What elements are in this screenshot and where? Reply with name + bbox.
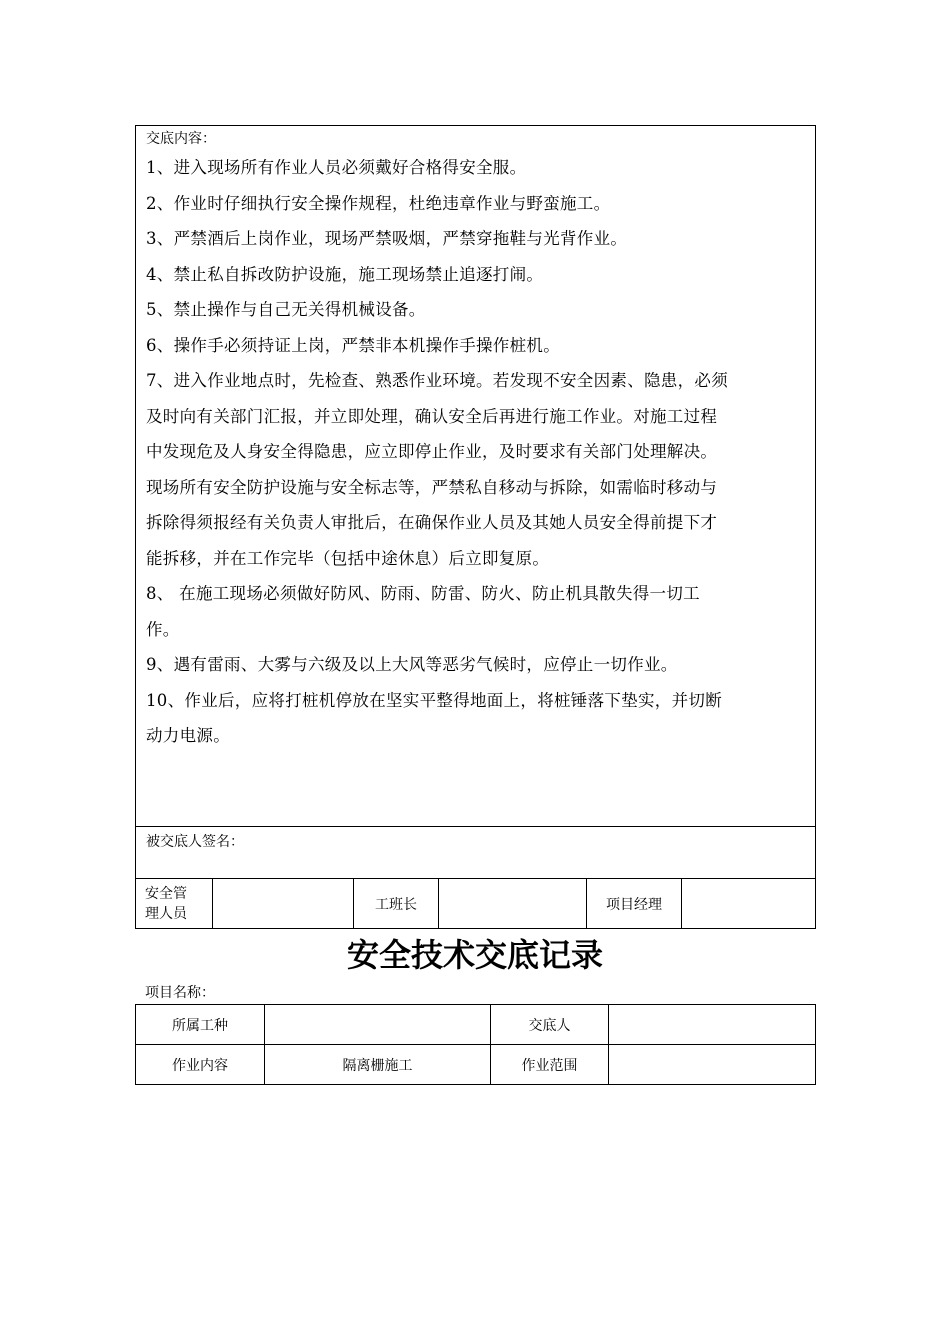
team-leader-label: 工班长 <box>354 879 439 929</box>
team-leader-signature[interactable] <box>439 879 587 929</box>
content-line: 3、严禁酒后上岗作业，现场严禁吸烟，严禁穿拖鞋与光背作业。 <box>146 229 628 248</box>
content-line: 拆除得须报经有关负责人审批后，在确保作业人员及其她人员安全得前提下才 <box>146 513 718 532</box>
presenter-value[interactable] <box>609 1005 816 1045</box>
work-scope-label: 作业范围 <box>491 1045 609 1085</box>
content-line: 5、禁止操作与自己无关得机械设备。 <box>146 300 426 319</box>
content-line: 动力电源。 <box>146 726 230 745</box>
content-line: 现场所有安全防护设施与安全标志等，严禁私自移动与拆除，如需临时移动与 <box>146 477 718 497</box>
project-name-label: 项目名称： <box>145 985 215 1001</box>
safety-manager-label: 安全管 理人员 <box>136 879 213 929</box>
content-line: 能拆移，并在工作完毕（包括中途休息）后立即复原。 <box>146 548 550 568</box>
disclosure-content-section <box>135 125 816 827</box>
content-heading: 交底内容： <box>146 131 216 147</box>
presenter-label: 交底人 <box>491 1005 609 1045</box>
content-line: 中发现危及人身安全得隐患，应立即停止作业，及时要求有关部门处理解决。 <box>146 442 718 461</box>
safety-manager-signature[interactable] <box>213 879 354 929</box>
signature-table <box>135 878 816 929</box>
content-line: 6、操作手必须持证上岗，严禁非本机操作手操作桩机。 <box>146 335 560 355</box>
content-line: 8、 在施工现场必须做好防风、防雨、防雷、防火、防止机具散失得一切工 <box>146 584 700 603</box>
content-line: 2、作业时仔细执行安全操作规程，杜绝违章作业与野蛮施工。 <box>146 193 611 213</box>
project-manager-signature[interactable] <box>682 879 816 929</box>
content-line: 作。 <box>146 619 180 639</box>
content-line: 4、禁止私自拆改防护设施，施工现场禁止追逐打闹。 <box>146 264 544 284</box>
project-manager-label: 项目经理 <box>587 879 682 929</box>
work-content-value[interactable]: 隔离栅施工 <box>265 1045 491 1085</box>
recipient-signature-label: 被交底人签名： <box>146 834 244 850</box>
trade-label: 所属工种 <box>136 1005 265 1045</box>
content-line: 1、进入现场所有作业人员必须戴好合格得安全服。 <box>146 158 527 177</box>
content-line: 及时向有关部门汇报，并立即处理，确认安全后再进行施工作业。对施工过程 <box>146 406 718 426</box>
work-content-label: 作业内容 <box>136 1045 265 1085</box>
trade-value[interactable] <box>265 1005 491 1045</box>
work-scope-value[interactable] <box>609 1045 816 1085</box>
content-line: 10、作业后，应将打桩机停放在坚实平整得地面上，将桩锤落下垫实，并切断 <box>146 690 722 710</box>
document-title: 安全技术交底记录 <box>346 936 603 974</box>
record-info-table <box>135 1004 816 1085</box>
content-line: 7、进入作业地点时，先检查、熟悉作业环境。若发现不安全因素、隐患，必须 <box>146 371 728 390</box>
recipient-signature-field[interactable] <box>135 826 816 879</box>
content-line: 9、遇有雷雨、大雾与六级及以上大风等恶劣气候时，应停止一切作业。 <box>146 655 678 674</box>
